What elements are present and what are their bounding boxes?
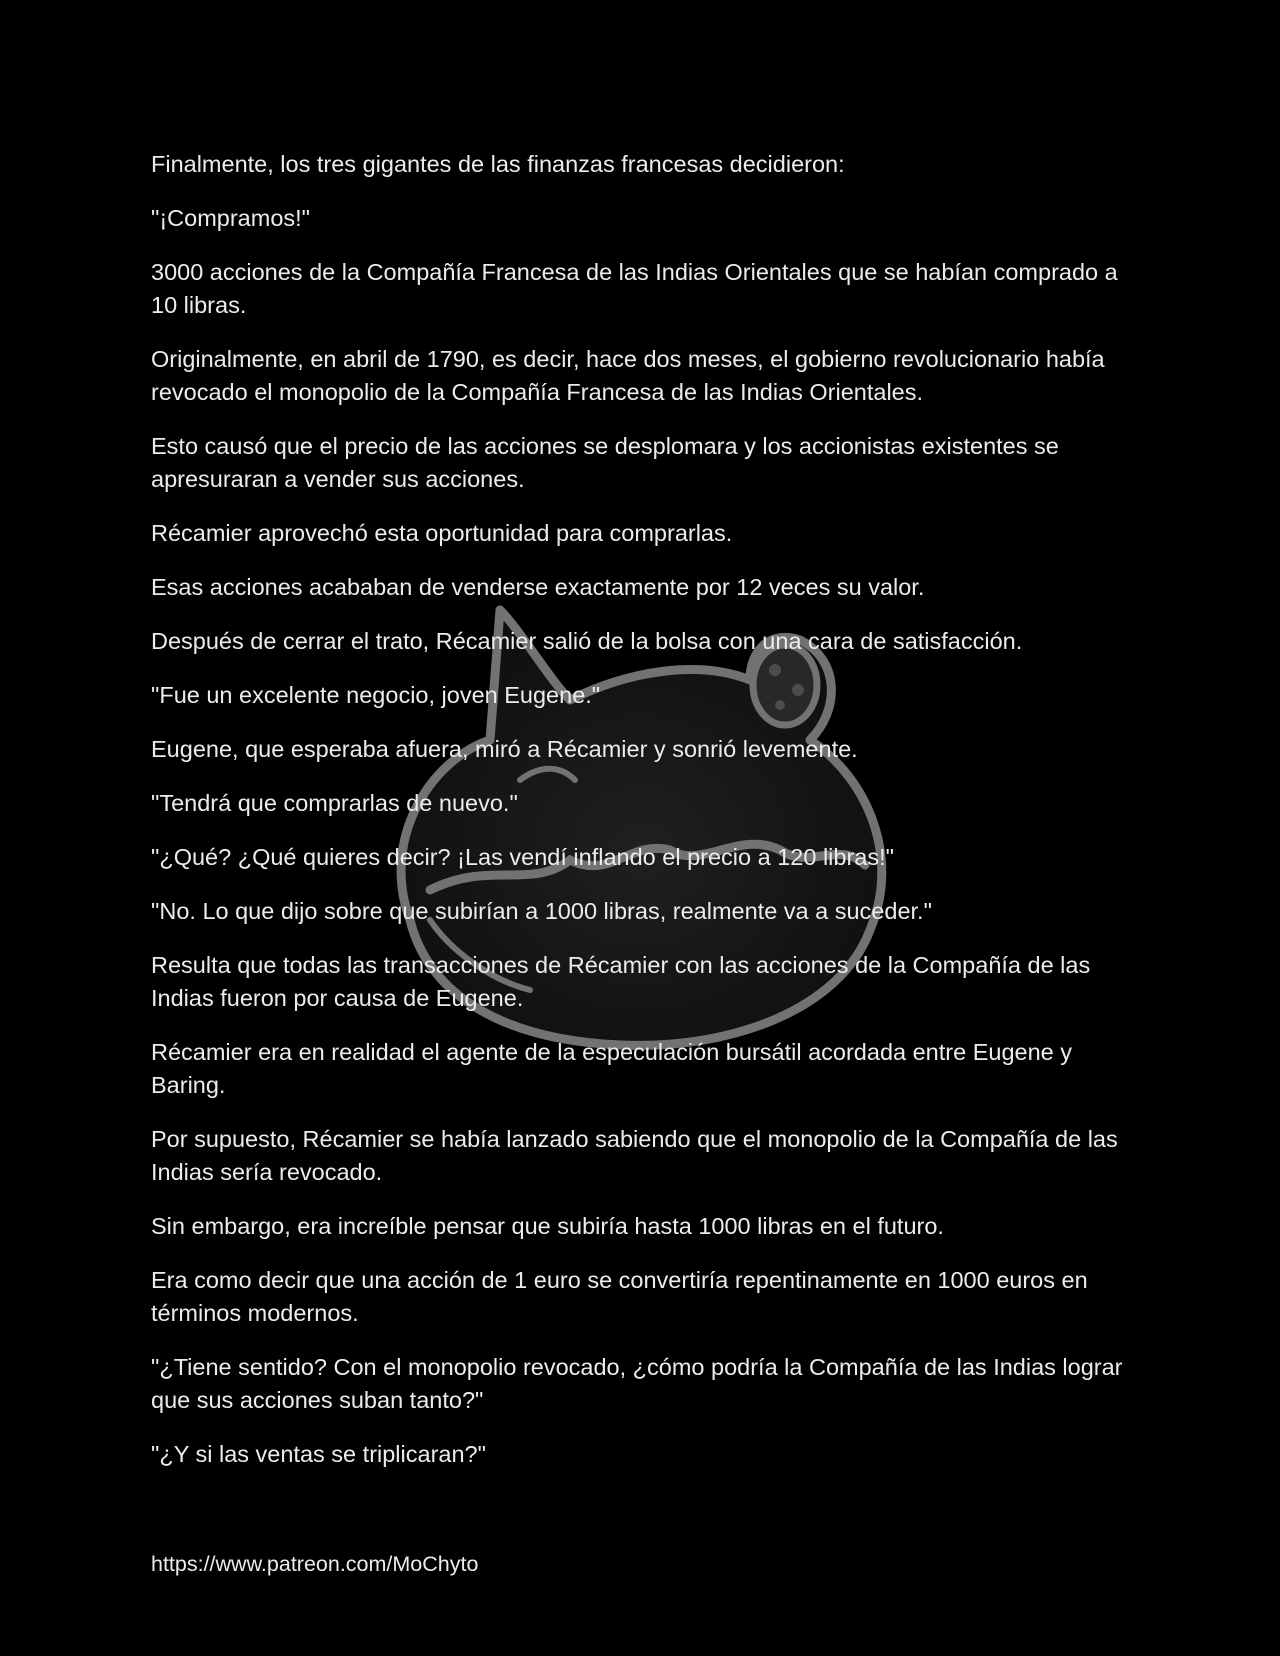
- paragraph: "¿Tiene sentido? Con el monopolio revocado, ¿cómo podría la Compañía de las Indias lograr que sus acciones suban tanto?": [151, 1354, 1123, 1413]
- paragraph: Esto causó que el precio de las acciones se desplomara y los accionistas existentes se apresuraran a vender sus acciones.: [151, 433, 1059, 492]
- patreon-link[interactable]: https://www.patreon.com/MoChyto: [151, 1552, 479, 1576]
- paragraph: Era como decir que una acción de 1 euro se convertiría repentinamente en 1000 euros en términos modernos.: [151, 1267, 1088, 1326]
- paragraph: Finalmente, los tres gigantes de las finanzas francesas decidieron:: [151, 151, 845, 177]
- paragraph: "No. Lo que dijo sobre que subirían a 1000 libras, realmente va a suceder.": [151, 898, 932, 924]
- story-text: [151, 148, 1141, 1492]
- paragraph: Récamier era en realidad el agente de la especulación bursátil acordada entre Eugene y Baring.: [151, 1039, 1073, 1098]
- paragraph: "¿Qué? ¿Qué quieres decir? ¡Las vendí inflando el precio a 120 libras!": [151, 844, 894, 870]
- paragraph: "¡Compramos!": [151, 205, 311, 231]
- paragraph: Originalmente, en abril de 1790, es decir, hace dos meses, el gobierno revolucionario había revocado el monopolio de la Compañía Francesa de las Indias Orientales.: [151, 346, 1105, 405]
- paragraph: 3000 acciones de la Compañía Francesa de las Indias Orientales que se habían comprado a 10 libras.: [151, 259, 1118, 318]
- paragraph: Después de cerrar el trato, Récamier salió de la bolsa con una cara de satisfacción.: [151, 628, 1023, 654]
- paragraph: "Fue un excelente negocio, joven Eugene.": [151, 682, 601, 708]
- paragraph: Récamier aprovechó esta oportunidad para comprarlas.: [151, 520, 733, 546]
- paragraph: Por supuesto, Récamier se había lanzado sabiendo que el monopolio de la Compañía de las Indias sería revocado.: [151, 1126, 1118, 1185]
- paragraph: Esas acciones acababan de venderse exactamente por 12 veces su valor.: [151, 574, 925, 600]
- paragraph: "Tendrá que comprarlas de nuevo.": [151, 790, 518, 816]
- paragraph: Eugene, que esperaba afuera, miró a Récamier y sonrió levemente.: [151, 736, 858, 762]
- paragraph: "¿Y si las ventas se triplicaran?": [151, 1441, 486, 1467]
- paragraph: Sin embargo, era increíble pensar que subiría hasta 1000 libras en el futuro.: [151, 1213, 944, 1239]
- paragraph: Resulta que todas las transacciones de Récamier con las acciones de la Compañía de las Indias fueron por causa de Eugene.: [151, 952, 1091, 1011]
